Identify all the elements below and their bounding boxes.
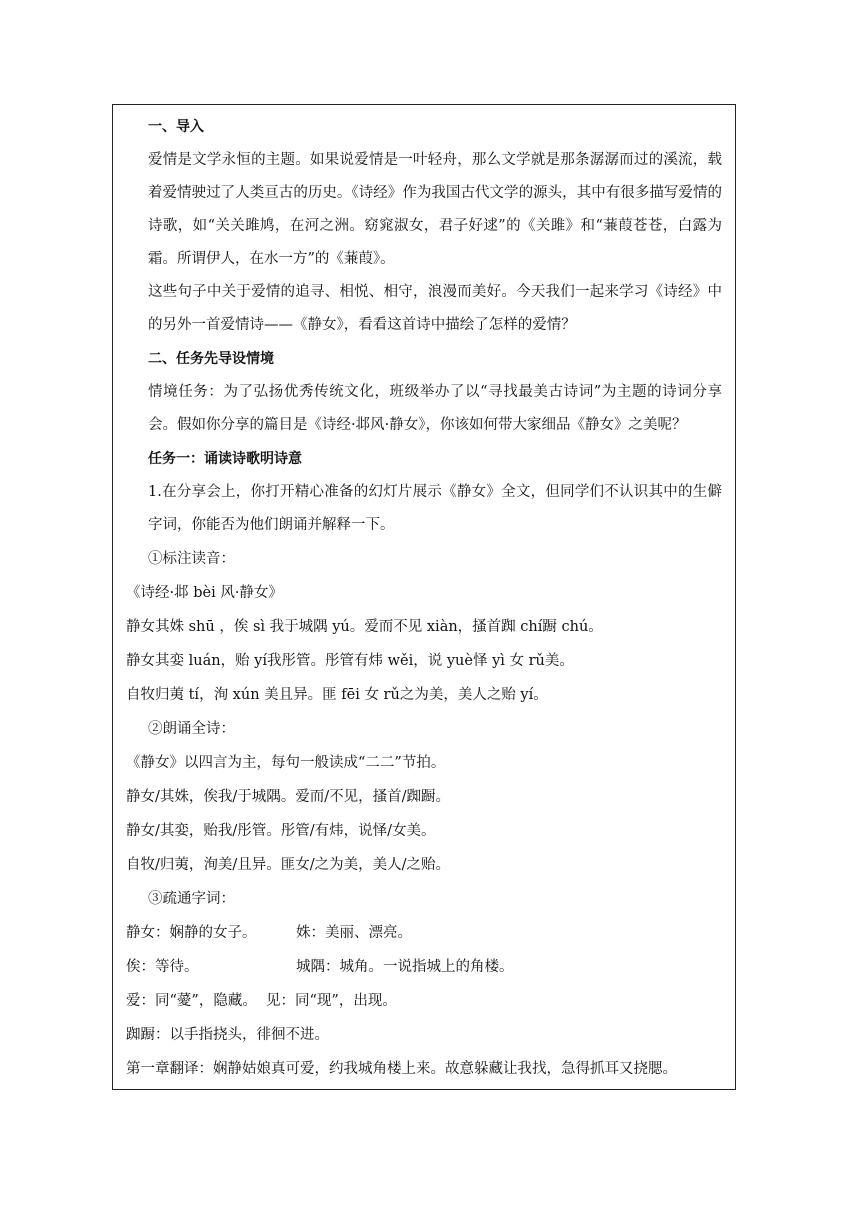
task-paragraph-1-text: 情境任务：为了弘扬优秀传统文化，班级举办了以“寻找最美古诗词”为主题的诗词分享会。假如你分享的篇目是《诗经·邶风·静女》，你该如何带大家细品《静女》之美呢？: [148, 384, 722, 433]
recite-heading: ②朗诵全诗：: [148, 721, 235, 737]
pronunciation-title: 《诗经·邶 bèi 风·静女》: [126, 585, 283, 601]
gloss-term: 俟：等待。: [126, 959, 199, 975]
section-heading-intro: 一、导入: [148, 119, 204, 135]
pronunciation-line-1: 静女其姝 shū ，俟 sì 我于城隅 yú。爱而不见 xiàn，搔首踟 chí蹰 chú。: [126, 619, 603, 635]
gloss-term: 见：同“现”，出现。: [266, 993, 397, 1009]
gloss-term: 静女：娴静的女子。: [126, 925, 257, 941]
recite-line-3: 自牧/归荑，洵美/且异。匪女/之为美，美人/之贻。: [126, 857, 451, 873]
gloss-last: 踟蹰：以手指挠头，徘徊不进。: [126, 1027, 329, 1043]
task-paragraph-1: [142, 376, 722, 442]
intro-paragraph-2: [142, 276, 722, 342]
intro-paragraph-1-text: 爱情是文学永恒的主题。如果说爱情是一叶轻舟，那么文学就是那条潺潺而过的溪流，载着爱情驶过了人类亘古的历史。《诗经》作为我国古代文学的源头，其中有很多描写爱情的诗歌，如“关关雎鸠，在河之洲。窈窕淑女，君子好逑”的《关雎》和“蒹葭苍苍，白露为霜。所谓伊人，在水一方”的《蒹葭》。: [148, 152, 722, 267]
gloss-row: [126, 916, 722, 950]
translation-line: 第一章翻译：娴静姑娘真可爱，约我城角楼上来。故意躲藏让我找，急得抓耳又挠腮。: [126, 1061, 677, 1077]
gloss-term: 爱：同“薆”，隐藏。: [126, 993, 257, 1009]
intro-paragraph-2-text: 这些句子中关于爱情的追寻、相悦、相守，浪漫而美好。今天我们一起来学习《诗经》中的另外一首爱情诗——《静女》，看看这首诗中描绘了怎样的爱情？: [148, 284, 722, 333]
pronunciation-heading: ①标注读音：: [148, 551, 235, 567]
task1-paragraph-1: [142, 476, 722, 542]
gloss-term: 姝：美丽、漂亮。: [296, 925, 412, 941]
intro-paragraph-1: [142, 144, 722, 276]
gloss-heading: ③疏通字词：: [148, 891, 235, 907]
pronunciation-line-3: 自牧归荑 tí，洵 xún 美且异。匪 fēi 女 rǔ之为美，美人之贻 yí。: [126, 687, 548, 703]
recite-note: 《静女》以四言为主，每句一般读成“二二”节拍。: [126, 755, 446, 771]
task1-paragraph-1-text: 1.在分享会上，你打开精心准备的幻灯片展示《静女》全文，但同学们不认识其中的生僻字词，你能否为他们朗诵并解释一下。: [148, 484, 722, 533]
gloss-row: [126, 984, 722, 1018]
document-body: [126, 110, 722, 1086]
section-heading-task: 二、任务先导设情境: [148, 351, 274, 367]
gloss-row: [126, 950, 722, 984]
section-heading-task1: 任务一：诵读诗歌明诗意: [148, 451, 302, 467]
pronunciation-line-2: 静女其娈 luán，贻 yí我彤管。彤管有炜 wěi，说 yuè怿 yì 女 rǔ美。: [126, 653, 574, 669]
recite-line-1: 静女/其姝，俟我/于城隅。爱而/不见，搔首/踟蹰。: [126, 789, 451, 805]
recite-line-2: 静女/其娈，贻我/彤管。彤管/有炜，说怿/女美。: [126, 823, 436, 839]
gloss-term: 城隅：城角。一说指城上的角楼。: [296, 959, 514, 975]
